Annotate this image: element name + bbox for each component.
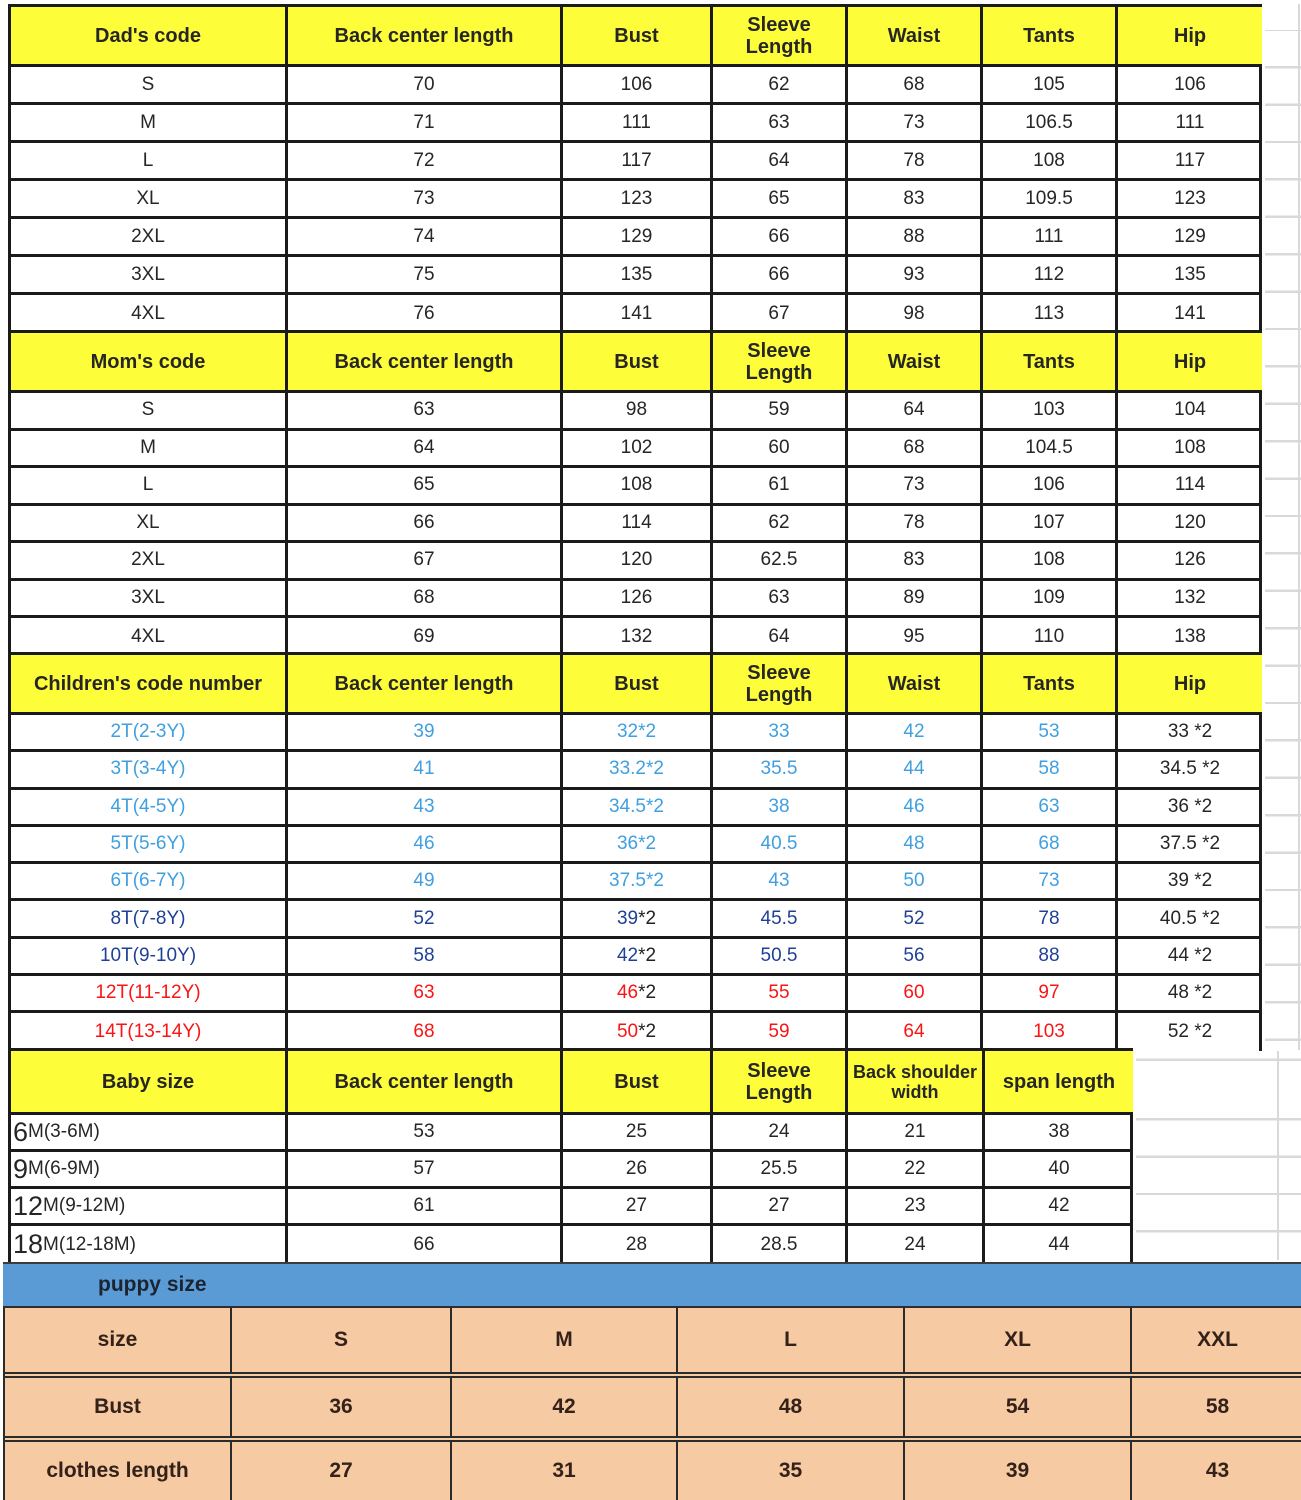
value-cell: 65 — [713, 181, 848, 219]
header-cell: Waist — [848, 655, 983, 715]
table-row — [11, 618, 1259, 656]
puppy-size-title: puppy size — [98, 1273, 207, 1296]
value-cell: 68 — [288, 581, 563, 619]
header-row — [11, 333, 1259, 393]
value-cell: 63 — [713, 581, 848, 619]
value-cell: 120 — [1118, 506, 1262, 544]
value-cell: 42 — [848, 715, 983, 752]
size-label-cell: L — [11, 143, 288, 181]
value-cell: 123 — [563, 181, 713, 219]
value-cell: 78 — [983, 901, 1118, 938]
value-cell: 97 — [983, 976, 1118, 1013]
value-cell: 40.5 — [713, 827, 848, 864]
value-cell: 61 — [713, 468, 848, 506]
value-cell: 52 — [848, 901, 983, 938]
value-cell: 73 — [288, 181, 563, 219]
table-row — [11, 393, 1259, 431]
baby-label-big-digit: 6 — [13, 1116, 29, 1147]
baby-label-rest: M(3-6M) — [28, 1121, 100, 1142]
size-label-cell: S — [11, 67, 288, 105]
value-cell: 42 — [452, 1378, 678, 1436]
table-row — [11, 506, 1259, 544]
header-cell: Back center length — [288, 1051, 563, 1115]
value-cell: 108 — [1118, 431, 1262, 469]
value-cell: 21 — [848, 1115, 985, 1152]
value-cell: 88 — [983, 939, 1118, 976]
header-cell: Sleeve Length — [713, 7, 848, 67]
bust-value: 50 — [616, 1021, 639, 1043]
size-label-cell: 5T(5-6Y) — [11, 827, 288, 864]
puppy-size-header-cell: XL — [905, 1308, 1132, 1372]
value-cell: 64 — [713, 143, 848, 181]
size-label-cell: S — [11, 393, 288, 431]
baby-label-big-digit: 9 — [13, 1153, 29, 1184]
value-cell: 35 — [678, 1442, 905, 1500]
value-cell: 52 — [288, 901, 563, 938]
value-cell: 52 *2 — [1167, 1021, 1213, 1043]
table-row — [11, 543, 1259, 581]
value-cell: 56 — [848, 939, 983, 976]
value-cell: 63 — [713, 105, 848, 143]
children-size-table — [8, 652, 1262, 1051]
size-label-cell: 14T(13-14Y) — [11, 1013, 288, 1050]
value-cell: 108 — [563, 468, 713, 506]
table-row — [11, 864, 1259, 901]
value-cell: 50 — [848, 864, 983, 901]
value-cell — [563, 1013, 713, 1050]
header-cell: Mom's code — [11, 333, 288, 393]
value-cell: 109 — [983, 581, 1118, 619]
header-cell: Hip — [1118, 333, 1262, 393]
header-cell: Hip — [1118, 7, 1262, 67]
header-cell: Bust — [563, 655, 713, 715]
value-cell: 103 — [983, 393, 1118, 431]
size-label-cell — [11, 1115, 288, 1152]
value-cell: 33 — [713, 715, 848, 752]
value-cell: 106.5 — [983, 105, 1118, 143]
value-cell: 111 — [563, 105, 713, 143]
value-cell: 26 — [563, 1152, 713, 1189]
size-label-cell: 8T(7-8Y) — [11, 901, 288, 938]
size-label-cell: M — [11, 105, 288, 143]
value-cell: 62 — [713, 67, 848, 105]
value-cell: 73 — [848, 468, 983, 506]
value-cell: 132 — [1118, 581, 1262, 619]
value-cell: 33 *2 — [1118, 715, 1262, 752]
value-cell: 138 — [1174, 625, 1206, 647]
value-cell: 59 — [713, 393, 848, 431]
table-row — [11, 295, 1259, 333]
value-cell: 64 — [288, 431, 563, 469]
size-label-cell — [11, 1152, 288, 1189]
size-label-cell: 10T(9-10Y) — [11, 939, 288, 976]
header-cell: Dad's code — [11, 7, 288, 67]
header-cell: Sleeve Length — [713, 655, 848, 715]
bust-times2-suffix: *2 — [638, 944, 657, 966]
value-cell: 68 — [848, 431, 983, 469]
value-cell: 113 — [983, 295, 1118, 333]
table-row — [5, 1308, 1301, 1372]
value-cell: 114 — [1118, 468, 1262, 506]
value-cell: 106 — [563, 67, 713, 105]
header-row — [11, 7, 1259, 67]
header-cell: Bust — [563, 333, 713, 393]
value-cell: 64 — [848, 1013, 983, 1050]
value-cell: 33.2*2 — [563, 752, 713, 789]
value-cell — [563, 976, 713, 1013]
table-row — [11, 901, 1259, 938]
value-cell: 98 — [848, 295, 983, 333]
value-cell: 58 — [288, 939, 563, 976]
value-cell: 71 — [288, 105, 563, 143]
value-cell: 129 — [1118, 219, 1262, 257]
value-cell: 83 — [848, 181, 983, 219]
value-cell: 109.5 — [983, 181, 1118, 219]
value-cell: 69 — [288, 618, 563, 656]
value-cell: 46 — [848, 790, 983, 827]
table-row — [11, 431, 1259, 469]
value-cell: 73 — [848, 105, 983, 143]
size-label-cell: 2XL — [11, 219, 288, 257]
baby-label-rest: M(6-9M) — [28, 1158, 100, 1179]
size-label-cell: clothes length — [5, 1442, 232, 1500]
value-cell: 68 — [288, 1013, 563, 1050]
value-cell: 93 — [848, 257, 983, 295]
value-cell: 135 — [1118, 257, 1262, 295]
value-cell: 102 — [563, 431, 713, 469]
value-cell: 55 — [713, 976, 848, 1013]
value-cell: 49 — [288, 864, 563, 901]
value-cell: 64 — [713, 618, 848, 656]
size-label-cell — [11, 1189, 288, 1226]
size-label-cell: L — [11, 468, 288, 506]
header-row — [11, 655, 1259, 715]
value-cell: 42 — [985, 1189, 1133, 1226]
value-cell: 88 — [848, 219, 983, 257]
value-cell: 65 — [288, 468, 563, 506]
value-cell: 34.5 *2 — [1118, 752, 1262, 789]
table-row — [11, 105, 1259, 143]
table-row — [11, 257, 1259, 295]
value-cell: 83 — [848, 543, 983, 581]
value-cell: 32*2 — [563, 715, 713, 752]
value-cell: 43 — [288, 790, 563, 827]
size-label-cell: 12T(11-12Y) — [11, 976, 288, 1013]
table-row — [11, 181, 1259, 219]
value-cell: 24 — [848, 1226, 985, 1263]
value-cell: 76 — [288, 295, 563, 333]
value-cell: 74 — [288, 219, 563, 257]
value-cell — [563, 939, 713, 976]
value-cell: 106 — [983, 468, 1118, 506]
value-cell: 63 — [983, 790, 1118, 827]
table-row — [11, 790, 1259, 827]
value-cell: 62 — [713, 506, 848, 544]
value-cell: 111 — [983, 219, 1118, 257]
value-cell: 141 — [563, 295, 713, 333]
value-cell: 53 — [288, 1115, 563, 1152]
table-row — [11, 1189, 1130, 1226]
value-cell: 89 — [848, 581, 983, 619]
size-label-cell: 2XL — [11, 543, 288, 581]
size-label-cell: XL — [11, 506, 288, 544]
dad-size-table — [8, 4, 1262, 333]
value-cell: 22 — [848, 1152, 985, 1189]
header-cell: size — [5, 1308, 232, 1372]
bust-times2-suffix: *2 — [638, 982, 657, 1004]
puppy-size-header-cell: XXL — [1197, 1328, 1238, 1351]
value-cell: 78 — [848, 506, 983, 544]
value-cell: 37.5*2 — [563, 864, 713, 901]
value-cell: 48 — [848, 827, 983, 864]
value-cell: 58 — [983, 752, 1118, 789]
value-cell: 27 — [232, 1442, 452, 1500]
value-cell: 61 — [288, 1189, 563, 1226]
header-cell: Sleeve Length — [713, 1051, 848, 1115]
value-cell: 59 — [713, 1013, 848, 1050]
bust-value: 46 — [616, 982, 639, 1004]
header-cell: Bust — [563, 1051, 713, 1115]
value-cell: 104.5 — [983, 431, 1118, 469]
value-cell: 23 — [848, 1189, 985, 1226]
value-cell: 35.5 — [713, 752, 848, 789]
table-row — [11, 1013, 1259, 1050]
value-cell: 44 *2 — [1118, 939, 1262, 976]
value-cell: 68 — [983, 827, 1118, 864]
bust-times2-suffix: *2 — [638, 907, 657, 929]
value-cell: 24 — [713, 1115, 848, 1152]
value-cell: 64 — [848, 393, 983, 431]
value-cell: 120 — [563, 543, 713, 581]
value-cell: 112 — [983, 257, 1118, 295]
value-cell: 62.5 — [713, 543, 848, 581]
value-cell: 37.5 *2 — [1118, 827, 1262, 864]
value-cell: 54 — [905, 1378, 1132, 1436]
value-cell: 36 *2 — [1118, 790, 1262, 827]
header-cell: Back center length — [288, 333, 563, 393]
baby-label-rest: M(9-12M) — [43, 1195, 126, 1216]
table-row — [5, 1372, 1301, 1436]
value-cell: 141 — [1174, 303, 1206, 324]
header-cell: Back center length — [288, 7, 563, 67]
table-row — [11, 581, 1259, 619]
value-cell: 39 — [288, 715, 563, 752]
puppy-size-header-cell: L — [678, 1308, 905, 1372]
value-cell: 67 — [713, 295, 848, 333]
table-row — [11, 67, 1259, 105]
size-label-cell: Bust — [5, 1378, 232, 1436]
baby-size-table — [8, 1048, 1133, 1266]
value-cell: 108 — [983, 543, 1118, 581]
value-cell: 60 — [713, 431, 848, 469]
size-label-cell: 4T(4-5Y) — [11, 790, 288, 827]
value-cell: 58 — [1205, 1395, 1230, 1418]
header-cell: Tants — [983, 655, 1118, 715]
value-cell: 53 — [983, 715, 1118, 752]
value-cell: 31 — [452, 1442, 678, 1500]
puppy-size-table — [3, 1308, 1301, 1500]
table-row — [11, 468, 1259, 506]
value-cell: 67 — [288, 543, 563, 581]
size-label-cell: XL — [11, 181, 288, 219]
value-cell: 48 — [678, 1378, 905, 1436]
header-cell: Back center length — [288, 655, 563, 715]
table-row — [11, 976, 1259, 1013]
header-cell: Hip — [1118, 655, 1262, 715]
value-cell: 104 — [1118, 393, 1262, 431]
baby-label-big-digit: 18 — [13, 1229, 44, 1259]
value-cell: 132 — [563, 618, 713, 656]
header-row — [11, 1051, 1130, 1115]
size-label-cell: 3T(3-4Y) — [11, 752, 288, 789]
header-cell: Waist — [848, 333, 983, 393]
value-cell: 105 — [983, 67, 1118, 105]
table-row — [11, 219, 1259, 257]
value-cell: 110 — [983, 618, 1118, 656]
size-label-cell: 6T(6-7Y) — [11, 864, 288, 901]
baby-label-rest: M(12-18M) — [43, 1233, 136, 1255]
value-cell: 103 — [983, 1013, 1118, 1050]
value-cell: 38 — [985, 1115, 1133, 1152]
value-cell: 70 — [288, 67, 563, 105]
value-cell: 50.5 — [713, 939, 848, 976]
size-label-cell — [11, 1226, 288, 1263]
size-label-cell: 3XL — [11, 581, 288, 619]
value-cell: 34.5*2 — [563, 790, 713, 827]
value-cell: 27 — [713, 1189, 848, 1226]
value-cell: 66 — [713, 219, 848, 257]
value-cell: 27 — [563, 1189, 713, 1226]
value-cell: 117 — [563, 143, 713, 181]
value-cell: 117 — [1118, 143, 1262, 181]
gridline-vertical — [1298, 4, 1300, 1050]
size-label-cell: 3XL — [11, 257, 288, 295]
header-cell: Back shoulder width — [848, 1051, 985, 1115]
value-cell: 44 — [848, 752, 983, 789]
value-cell: 39 *2 — [1118, 864, 1262, 901]
size-label-cell: 4XL — [11, 618, 288, 656]
value-cell: 95 — [848, 618, 983, 656]
bust-value: 42 — [616, 944, 639, 966]
value-cell: 72 — [288, 143, 563, 181]
table-row — [11, 752, 1259, 789]
header-cell: Bust — [563, 7, 713, 67]
puppy-size-header-cell: M — [452, 1308, 678, 1372]
table-row — [11, 715, 1259, 752]
value-cell: 63 — [288, 393, 563, 431]
value-cell: 129 — [563, 219, 713, 257]
header-cell: Baby size — [11, 1051, 288, 1115]
header-cell: span length — [985, 1051, 1133, 1115]
value-cell: 25 — [563, 1115, 713, 1152]
header-cell: Tants — [983, 7, 1118, 67]
value-cell: 63 — [288, 976, 563, 1013]
size-label-cell: 4XL — [11, 295, 288, 333]
size-label-cell: M — [11, 431, 288, 469]
header-cell: Tants — [983, 333, 1118, 393]
value-cell — [563, 901, 713, 938]
value-cell: 28 — [563, 1226, 713, 1263]
value-cell: 43 — [713, 864, 848, 901]
value-cell: 44 — [1048, 1233, 1070, 1255]
spreadsheet-gridlines-right-strip — [1265, 4, 1301, 1050]
header-cell: Waist — [848, 7, 983, 67]
table-row — [5, 1436, 1301, 1500]
value-cell: 126 — [563, 581, 713, 619]
value-cell: 60 — [848, 976, 983, 1013]
value-cell: 28.5 — [713, 1226, 848, 1263]
table-row — [11, 1152, 1130, 1189]
value-cell: 108 — [983, 143, 1118, 181]
value-cell: 25.5 — [713, 1152, 848, 1189]
value-cell: 38 — [713, 790, 848, 827]
value-cell: 36*2 — [563, 827, 713, 864]
header-cell: Children's code number — [11, 655, 288, 715]
value-cell: 36 — [232, 1378, 452, 1436]
value-cell: 66 — [288, 506, 563, 544]
value-cell: 43 — [1205, 1459, 1230, 1482]
value-cell: 75 — [288, 257, 563, 295]
value-cell: 46 — [288, 827, 563, 864]
header-cell: Sleeve Length — [713, 333, 848, 393]
value-cell: 41 — [288, 752, 563, 789]
value-cell: 48 *2 — [1118, 976, 1262, 1013]
table-row — [11, 1115, 1130, 1152]
value-cell: 39 — [905, 1442, 1132, 1500]
value-cell: 111 — [1118, 105, 1262, 143]
bust-times2-suffix: *2 — [638, 1021, 657, 1043]
value-cell: 66 — [288, 1226, 563, 1263]
value-cell: 68 — [848, 67, 983, 105]
table-row — [11, 143, 1259, 181]
value-cell: 107 — [983, 506, 1118, 544]
table-row — [11, 1226, 1130, 1263]
value-cell: 73 — [983, 864, 1118, 901]
gridline-vertical — [1277, 1051, 1279, 1260]
value-cell: 126 — [1118, 543, 1262, 581]
value-cell: 66 — [713, 257, 848, 295]
mom-size-table — [8, 330, 1262, 656]
puppy-size-banner — [3, 1262, 1301, 1308]
value-cell: 123 — [1118, 181, 1262, 219]
value-cell: 78 — [848, 143, 983, 181]
value-cell: 135 — [563, 257, 713, 295]
baby-label-big-digit: 12 — [13, 1190, 44, 1221]
value-cell: 40 — [985, 1152, 1133, 1189]
value-cell: 45.5 — [713, 901, 848, 938]
value-cell: 106 — [1118, 67, 1262, 105]
puppy-size-header-cell: S — [232, 1308, 452, 1372]
table-row — [11, 939, 1259, 976]
value-cell: 40.5 *2 — [1118, 901, 1262, 938]
table-row — [11, 827, 1259, 864]
size-label-cell: 2T(2-3Y) — [11, 715, 288, 752]
value-cell: 114 — [563, 506, 713, 544]
spreadsheet-gridlines-baby-right — [1136, 1051, 1301, 1260]
value-cell: 98 — [563, 393, 713, 431]
bust-value: 39 — [616, 907, 639, 929]
value-cell: 57 — [288, 1152, 563, 1189]
